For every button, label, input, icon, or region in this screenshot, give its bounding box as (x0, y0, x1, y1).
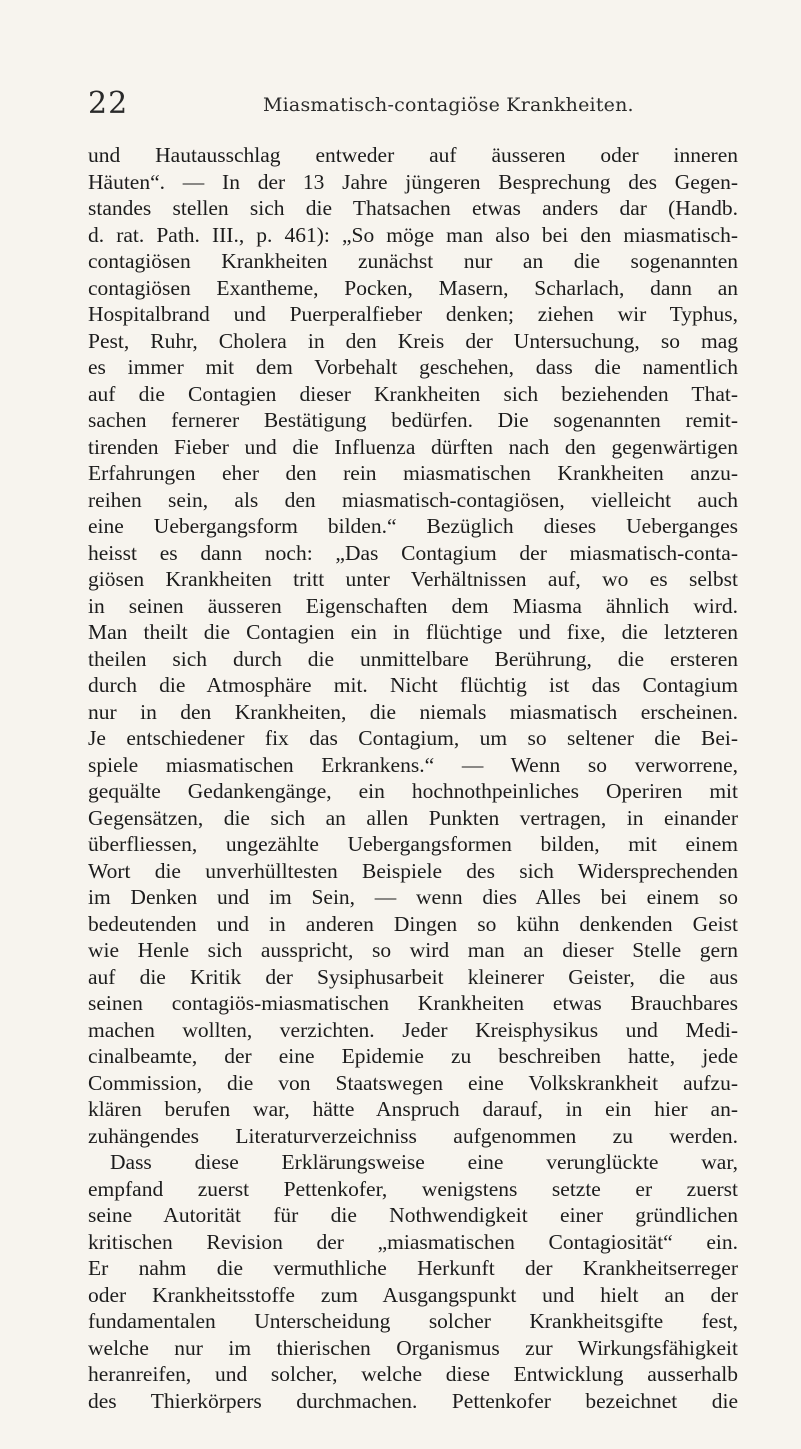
text-line: machen wollten, verzichten. Jeder Kreisphysikus und Medi- (88, 1017, 738, 1042)
text-line: Hospitalbrand und Puerperalfieber denken; ziehen wir Typhus, (88, 302, 738, 326)
text-line: klären berufen war, hätte Anspruch darauf, in ein hier an- (88, 1097, 738, 1121)
text-line: tirenden Fieber und die Influenza dürften nach den gegenwärtigen (88, 434, 738, 459)
text-line: spiele miasmatischen Erkrankens.“ — Wenn so verworrene, (88, 752, 738, 777)
text-line: standes stellen sich die Thatsachen etwas anders dar (Handb. (88, 196, 738, 220)
text-line: Häuten“. — In der 13 Jahre jüngeren Besprechung des Gegen- (88, 169, 738, 194)
text-line: auf die Kritik der Sysiphusarbeit kleinerer Geister, die aus (88, 964, 738, 989)
body-text (88, 142, 738, 1414)
text-line: bedeutenden und in anderen Dingen so kühn denkenden Geist (88, 911, 738, 936)
page-number: 22 (88, 86, 129, 121)
text-line: kritischen Revision der „miasmatischen Contagiosität“ ein. (88, 1229, 738, 1254)
text-line: seine Autorität für die Nothwendigkeit einer gründlichen (88, 1203, 738, 1227)
text-line: theilen sich durch die unmittelbare Berührung, die ersteren (88, 646, 738, 671)
text-line: zuhängendes Literaturverzeichniss aufgenommen zu werden. (88, 1123, 738, 1148)
text-line: Erfahrungen eher den rein miasmatischen Krankheiten anzu- (88, 461, 738, 485)
text-line: reihen sein, als den miasmatisch-contagiösen, vielleicht auch (88, 487, 738, 512)
text-line: empfand zuerst Pettenkofer, wenigstens setzte er zuerst (88, 1176, 738, 1201)
text-line: Wort die unverhülltesten Beispiele des sich Widersprechenden (88, 858, 738, 883)
text-line: und Hautausschlag entweder auf äusseren oder inneren (88, 143, 738, 167)
text-line: contagiösen Krankheiten zunächst nur an die sogenannten (88, 249, 738, 273)
text-line: cinalbeamte, der eine Epidemie zu beschreiben hatte, jede (88, 1044, 738, 1068)
text-line: es immer mit dem Vorbehalt geschehen, dass die namentlich (88, 355, 738, 379)
text-line: d. rat. Path. III., p. 461): „So möge man also bei den miasmatisch- (88, 222, 738, 247)
text-line: Je entschiedener fix das Contagium, um so seltener die Bei- (88, 726, 738, 750)
text-line: sachen fernerer Bestätigung bedürfen. Die sogenannten remit- (88, 408, 738, 432)
text-line: contagiösen Exantheme, Pocken, Masern, Scharlach, dann an (88, 275, 738, 300)
text-line: wie Henle sich ausspricht, so wird man an dieser Stelle gern (88, 938, 738, 962)
text-line: Man theilt die Contagien ein in flüchtige und fixe, die letzteren (88, 620, 738, 644)
text-line: oder Krankheitsstoffe zum Ausgangspunkt und hielt an der (88, 1282, 738, 1307)
page-header (88, 86, 741, 126)
text-line: Pest, Ruhr, Cholera in den Kreis der Untersuchung, so mag (88, 328, 738, 353)
text-line: gequälte Gedankengänge, ein hochnothpeinliches Operiren mit (88, 779, 738, 803)
text-line: Gegensätzen, die sich an allen Punkten vertragen, in einander (88, 805, 738, 830)
text-line: Er nahm die vermuthliche Herkunft der Krankheitserreger (88, 1256, 738, 1280)
text-line: auf die Contagien dieser Krankheiten sich beziehenden That- (88, 381, 738, 406)
text-line: fundamentalen Unterscheidung solcher Krankheitsgifte fest, (88, 1309, 738, 1333)
text-line: Commission, die von Staatswegen eine Volkskrankheit aufzu- (88, 1070, 738, 1095)
text-line: eine Uebergangsform bilden.“ Bezüglich dieses Ueberganges (88, 514, 738, 538)
running-title: Miasmatisch-contagiöse Krankheiten. (263, 94, 634, 116)
text-line: giösen Krankheiten tritt unter Verhältnissen auf, wo es selbst (88, 567, 738, 591)
text-line: Dass diese Erklärungsweise eine verunglückte war, (110, 1150, 738, 1174)
text-line: im Denken und im Sein, — wenn dies Alles bei einem so (88, 885, 738, 909)
text-line: überfliessen, ungezählte Uebergangsformen bilden, mit einem (88, 832, 738, 856)
text-line: durch die Atmosphäre mit. Nicht flüchtig ist das Contagium (88, 673, 738, 697)
text-line: seinen contagiös-miasmatischen Krankheiten etwas Brauchbares (88, 991, 738, 1015)
text-line: des Thierkörpers durchmachen. Pettenkofer bezeichnet die (88, 1388, 738, 1413)
text-line: heisst es dann noch: „Das Contagium der miasmatisch-conta- (88, 540, 738, 565)
text-line: nur in den Krankheiten, die niemals miasmatisch erscheinen. (88, 699, 738, 724)
text-line: welche nur im thierischen Organismus zur Wirkungsfähigkeit (88, 1335, 738, 1360)
text-line: heranreifen, und solcher, welche diese Entwicklung ausserhalb (88, 1362, 738, 1386)
text-line: in seinen äusseren Eigenschaften dem Miasma ähnlich wird. (88, 593, 738, 618)
